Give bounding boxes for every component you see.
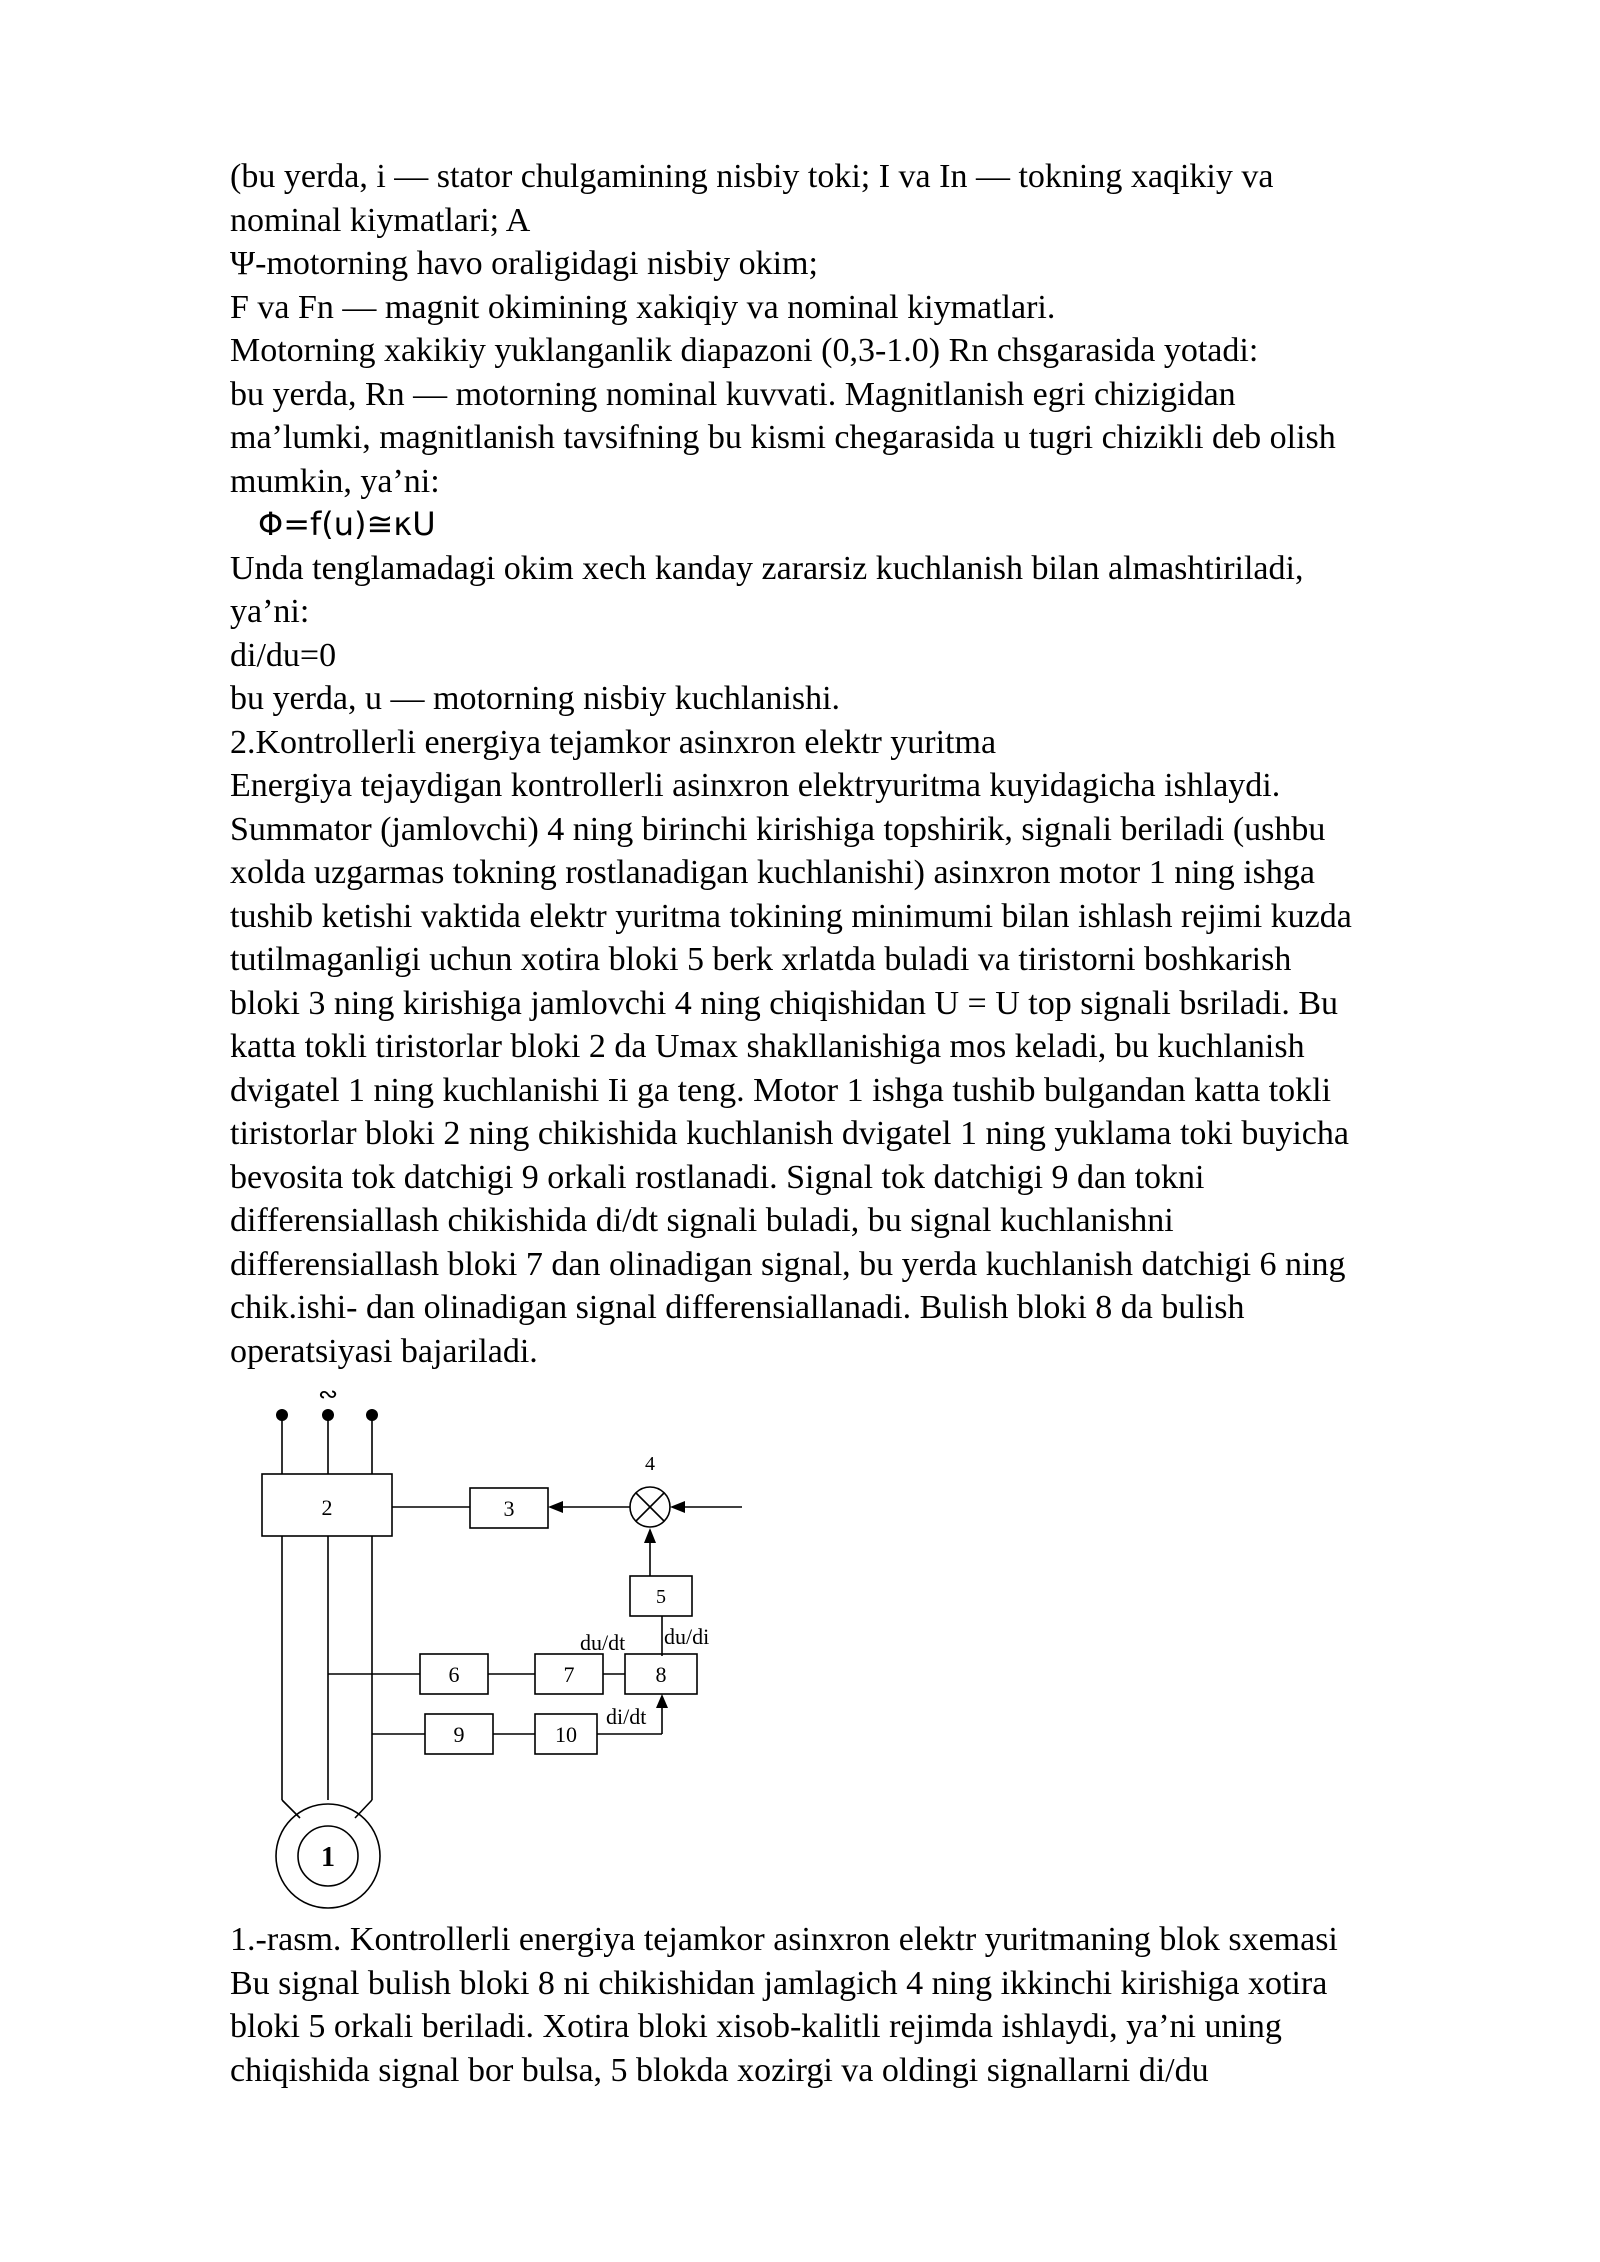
text-line: Energiya tejaydigan kontrollerli asinxron elektryuritma kuyidagicha ishlaydi.: [230, 767, 1281, 804]
block-8-label: 8: [655, 1662, 667, 1687]
arrow-10-to-8: [656, 1694, 668, 1708]
figure-caption: 1.-rasm. Kontrollerli energiya tejamkor asinxron elektr yuritmaning blok sxemasi: [230, 1921, 1338, 1958]
text-line: bu yerda, Rn — motorning nominal kuvvati. Magnitlanish egri chizigidan: [230, 375, 1236, 413]
text-line: tiristorlar bloki 2 ning chikishida kuchlanish dvigatel 1 ning yuklama toki buyicha: [230, 1115, 1349, 1152]
text-line: bevosita tok datchigi 9 orkali rostlanadi. Signal tok datchigi 9 dan tokni: [230, 1158, 1205, 1196]
text-line: tushib ketishi vaktida elektr yuritma tokining minimumi bilan ishlash rejimi kuzda: [230, 897, 1352, 935]
arrow-into-3: [548, 1501, 563, 1513]
text-line: dvigatel 1 ning kuchlanishi Ii ga teng. Motor 1 ishga tushib bulgandan katta tokli: [230, 1071, 1332, 1109]
block-9-label: 9: [453, 1722, 465, 1747]
text-line: katta tokli tiristorlar bloki 2 da Umax shakllanishiga mos keladi, bu kuchlanish: [230, 1028, 1305, 1065]
block-7-label: 7: [563, 1662, 575, 1687]
terminal-c: [366, 1409, 378, 1421]
top-paragraph: [230, 155, 1500, 1373]
text-line: nominal kiymatlari; A: [230, 201, 531, 239]
text-line: bloki 3 ning kirishiga jamlovchi 4 ning chiqishidan U = U top signali bsriladi. Bu: [230, 984, 1339, 1022]
motor-label: 1: [321, 1842, 335, 1873]
arrow-5-to-4: [644, 1528, 656, 1543]
block-4-label: 4: [645, 1453, 655, 1475]
text-line: differensiallash bloki 7 dan olinadigan signal, bu yerda kuchlanish datchigi 6 ning: [230, 1245, 1346, 1283]
du-di-label: du/di: [664, 1624, 710, 1649]
text-line: operatsiyasi bajariladi.: [230, 1332, 538, 1370]
text-line: tutilmaganligi uchun xotira bloki 5 berk xrlatda buladi va tiristorni boshkarish: [230, 941, 1292, 978]
terminal-a: [276, 1409, 288, 1421]
block-10-label: 10: [555, 1722, 577, 1747]
block-diagram-svg: [230, 1388, 750, 1928]
text-line: ma’lumki, magnitlanish tavsifning bu kismi chegarasida u tugri chizikli deb olish: [230, 419, 1336, 456]
block-2-label: 2: [321, 1495, 333, 1520]
text-line: chiqishida signal bor bulsa, 5 blokda xozirgi va oldingi signallarni di/du: [230, 2051, 1209, 2089]
flux-formula: Φ=f(u)≅κU: [258, 505, 436, 543]
bottom-paragraph: [230, 1918, 1500, 2092]
block-5-label: 5: [656, 1586, 666, 1608]
text-line: (bu yerda, i — stator chulgamining nisbiy toki; I va In — tokning xaqikiy va: [230, 158, 1274, 195]
section-heading: 2.Kontrollerli energiya tejamkor asinxron elektr yuritma: [230, 723, 997, 761]
block-diagram: [230, 1388, 750, 1928]
terminal-b: [322, 1409, 334, 1421]
text-line: mumkin, ya’ni:: [230, 462, 440, 500]
motor-lead-a: [282, 1800, 300, 1818]
text-line: Bu signal bulish bloki 8 ni chikishidan jamlagich 4 ning ikkinchi kirishiga xotira: [230, 1964, 1328, 2002]
text-line: xolda uzgarmas tokning rostlanadigan kuchlanishi) asinxron motor 1 ning ishga: [230, 854, 1315, 891]
supply-symbol: ∾: [317, 1388, 339, 1408]
text-line: chik.ishi- dan olinadigan signal differensiallanadi. Bulish bloki 8 da bulish: [230, 1289, 1245, 1326]
text-line: Summator (jamlovchi) 4 ning birinchi kirishiga topshirik, signali beriladi (ushbu: [230, 810, 1326, 848]
arrow-into-4: [670, 1501, 685, 1513]
text-line: bloki 5 orkali beriladi. Xotira bloki xisob-kalitli rejimda ishlaydi, ya’ni uning: [230, 2008, 1282, 2045]
block-6-label: 6: [448, 1662, 460, 1687]
text-line: Motorning xakikiy yuklanganlik diapazoni (0,3-1.0) Rn chsgarasida yotadi:: [230, 332, 1259, 369]
text-line: F va Fn — magnit okimining xakiqiy va nominal kiymatlari.: [230, 288, 1056, 326]
du-dt-label: du/dt: [580, 1630, 626, 1655]
text-line: bu yerda, u — motorning nisbiy kuchlanishi.: [230, 680, 841, 717]
di-dt-label: di/dt: [606, 1704, 647, 1729]
text-line: ya’ni:: [230, 593, 310, 630]
text-line: di/du=0: [230, 636, 337, 674]
motor-lead-c: [355, 1800, 372, 1818]
block-3-label: 3: [503, 1496, 515, 1521]
text-line: Unda tenglamadagi okim xech kanday zararsiz kuchlanish bilan almashtiriladi,: [230, 549, 1304, 587]
text-line: Ψ-motorning havo oraligidagi nisbiy okim;: [230, 245, 818, 282]
text-line: differensiallash chikishida di/dt signali buladi, bu signal kuchlanishni: [230, 1202, 1174, 1239]
